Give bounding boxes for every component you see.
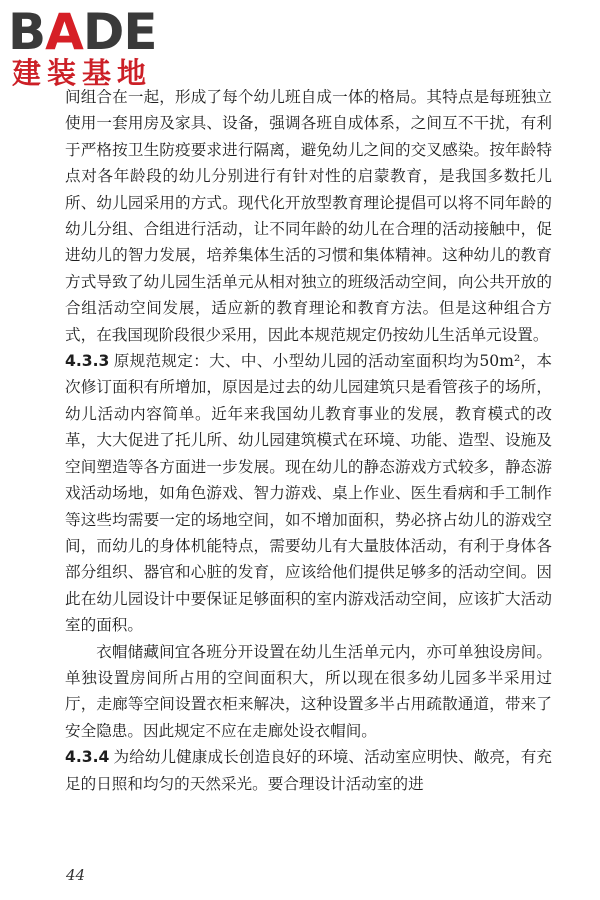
logo-letter-a-accent: A bbox=[45, 3, 83, 61]
logo-wordmark bbox=[8, 3, 178, 61]
page-number: 44 bbox=[66, 866, 86, 884]
section-number: 4.3.4 bbox=[65, 748, 110, 767]
paragraph-section-4-3-4 bbox=[65, 744, 552, 797]
brand-logo bbox=[8, 3, 178, 90]
paragraph-text: 衣帽储藏间宜各班分开设置在幼儿生活单元内，亦可单独设房间。单独设置房间所占用的空间面积大，所以现在很多幼儿园多半采用过厅，走廊等空间设置衣柜来解决，这种设置多半占用疏散通道，带来了安全隐患。因此规定不应在走廊处设衣帽间。 bbox=[65, 642, 552, 740]
paragraph-text: 原规范规定：大、中、小型幼儿园的活动室面积均为50m²，本次修订面积有所增加，原因是过去的幼儿园建筑只是看管孩子的场所，幼儿活动内容简单。近年来我国幼儿教育事业的发展，教育模式的改革，大大促进了托儿所、幼儿园建筑模式在环境、功能、造型、设施及空间塑造等各方面进一步发展。现在幼儿的静态游戏方式较多，静态游戏活动场地，如角色游戏、智力游戏、桌上作业、医生看病和手工制作等这些均需要一定的场地空间，如不增加面积，势必挤占幼儿的游戏空间，而幼儿的身体机能特点，需要幼儿有大量肢体活动，有利于身体各部分组织、器官和心脏的发育，应该给他们提供足够多的活动空间。因此在幼儿园设计中要保证足够面积的室内游戏活动空间，应该扩大活动室的面积。 bbox=[65, 352, 552, 635]
logo-subtitle: 建装基地 bbox=[12, 56, 153, 90]
section-number: 4.3.3 bbox=[65, 352, 110, 371]
paragraph-section-4-3-3 bbox=[65, 348, 552, 638]
paragraph-text: 间组合在一起，形成了每个幼儿班自成一体的格局。其特点是每班独立使用一套用房及家具、设备，强调各班自成体系，之间互不干扰，有利于严格按卫生防疫要求进行隔离，避免幼儿之间的交叉感染。按年龄特点对各年龄段的幼儿分别进行有针对性的启蒙教育，是我国多数托儿所、幼儿园采用的方式。现代化开放型教育理论提倡可以将不同年龄的幼儿分组、合组进行活动，让不同年龄的幼儿在合理的活动接触中，促进幼儿的智力发展，培养集体生活的习惯和集体精神。这种幼儿的教育方式导致了幼儿园生活单元从相对独立的班级活动空间，向公共开放的合组活动空间发展，适应新的教育理论和教育方法。但是这种组合方式，在我国现阶段很少采用，因此本规范规定仍按幼儿生活单元设置。 bbox=[65, 88, 552, 344]
logo-letter-b: B bbox=[8, 3, 46, 61]
paragraph-continuation bbox=[65, 84, 552, 348]
paragraph-text: 为给幼儿健康成长创造良好的环境、活动室应明快、敞亮，有充足的日照和均匀的天然采光。要合理设计活动室的进 bbox=[65, 748, 552, 793]
logo-letters-de: DE bbox=[82, 3, 157, 61]
page-body bbox=[65, 84, 552, 797]
paragraph-cloakroom bbox=[65, 639, 552, 745]
